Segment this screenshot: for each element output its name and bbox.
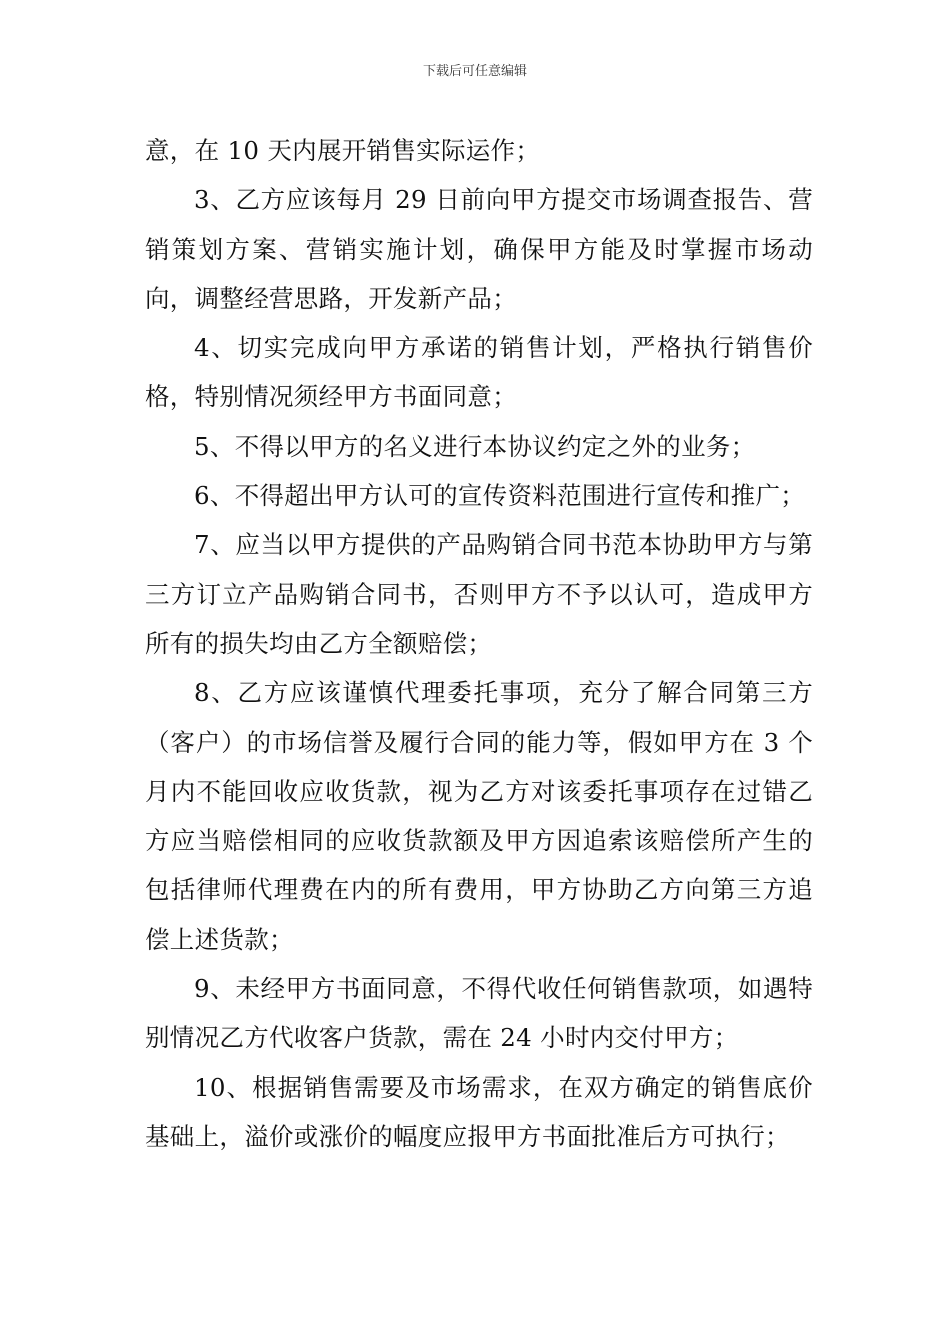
paragraph-item-5: 5、不得以甲方的名义进行本协议约定之外的业务； — [194, 431, 756, 461]
paragraph-item-9: 9、未经甲方书面同意，不得代收任何销售款项，如遇特别情况乙方代收客户货款，需在 24 小时内交付甲方； — [145, 974, 813, 1053]
paragraph-item-6: 6、不得超出甲方认可的宣传资料范围进行宣传和推广； — [194, 481, 806, 511]
paragraph-item-10: 10、根据销售需要及市场需求，在双方确定的销售底价基础上，溢价或涨价的幅度应报甲方书面批准后方可执行； — [145, 1072, 813, 1151]
page-header: 下载后可任意编辑 — [422, 64, 527, 79]
paragraph-item-4: 4、切实完成向甲方承诺的销售计划，严格执行销售价格，特别情况须经甲方书面同意； — [145, 333, 813, 412]
paragraph-item-3: 3、乙方应该每月 29 日前向甲方提交市场调查报告、营销策划方案、营销实施计划，确保甲方能及时掌握市场动向，调整经营思路，开发新产品； — [145, 185, 813, 313]
paragraph-item-8: 8、乙方应该谨慎代理委托事项，充分了解合同第三方（客户）的市场信誉及履行合同的能力等，假如甲方在 3 个月内不能回收应收货款，视为乙方对该委托事项存在过错乙方应当赔偿相同的应收货款额及甲方因追索该赔偿所产生的包括律师代理费在内的所有费用，甲方协助乙方向第三方追偿上述货款； — [145, 678, 813, 954]
document-body — [145, 126, 813, 1161]
paragraph-continuation: 意，在 10 天内展开销售实际运作； — [145, 136, 541, 165]
paragraph-item-7: 7、应当以甲方提供的产品购销合同书范本协助甲方与第三方订立产品购销合同书，否则甲方不予以认可，造成甲方所有的损失均由乙方全额赔偿； — [145, 530, 813, 658]
